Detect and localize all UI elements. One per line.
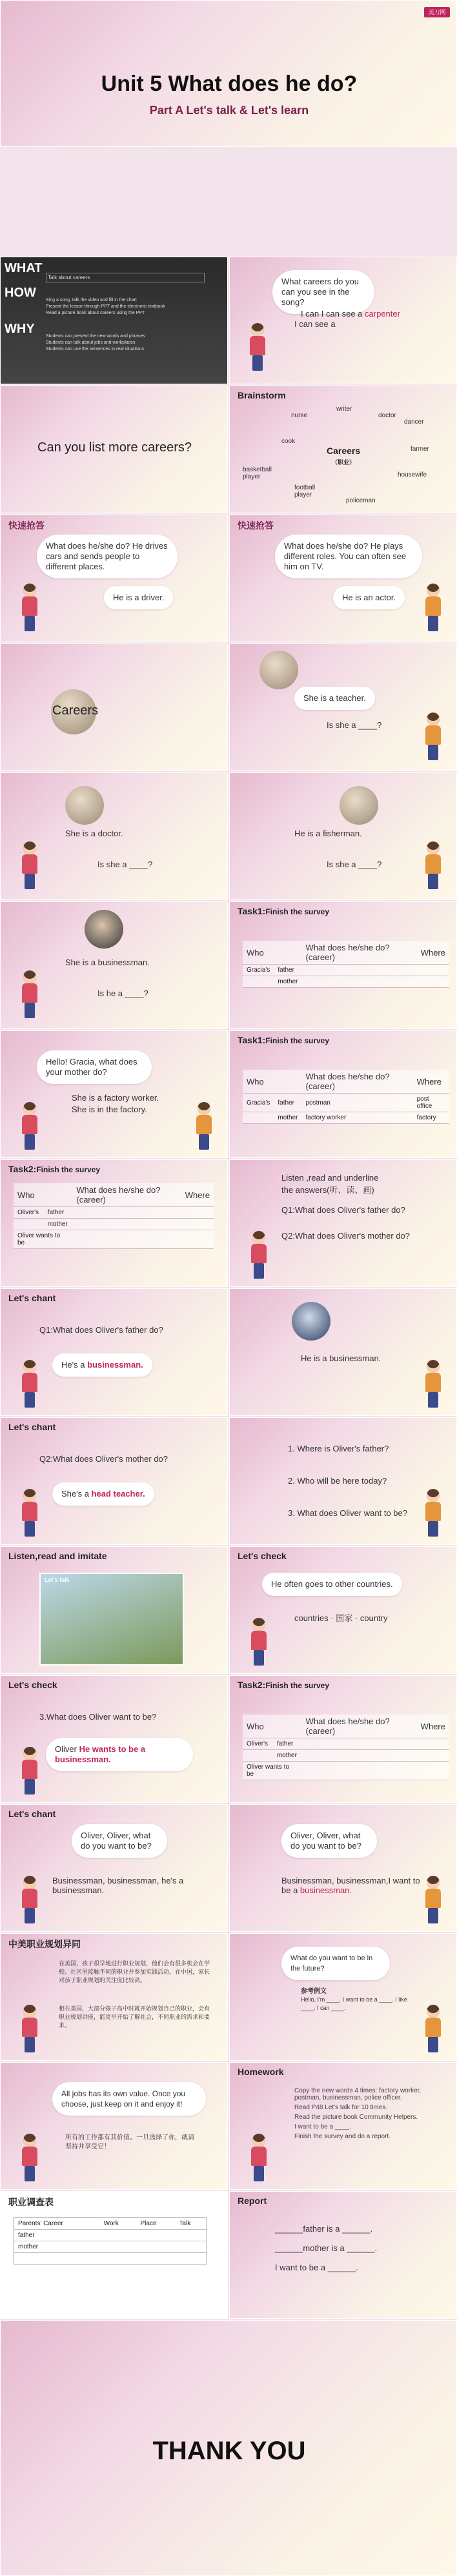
businessman-photo-slide bbox=[229, 1288, 457, 1416]
girl-illustration bbox=[248, 323, 267, 372]
task-title: Task1:Finish the survey bbox=[238, 1035, 330, 1045]
task1-slide bbox=[229, 901, 457, 1029]
value-en: All jobs has its own value. Once you choose, just keep on it and enjoy it! bbox=[52, 2082, 206, 2116]
chant-slide-1 bbox=[0, 1288, 228, 1416]
song-question-bubble: What careers do you can you see in the song? bbox=[272, 270, 374, 314]
teacher-photo bbox=[259, 651, 298, 689]
check-title: Let's check bbox=[238, 1551, 287, 1561]
survey-table: Who What does he/she do? (career) Where Gracia's father postman post office mother factory worker factory bbox=[243, 1070, 449, 1124]
what-label: WHAT bbox=[5, 261, 43, 275]
homework-item: Read the picture book Community Helpers. bbox=[294, 2114, 418, 2121]
boy-illustration bbox=[194, 1102, 214, 1151]
report-title: Report bbox=[238, 2196, 267, 2206]
report-line-2: ______mother is a ______. bbox=[275, 2243, 378, 2253]
survey-table: Who What does he/she do? (career) Where Oliver's father mother Oliver wants to be bbox=[243, 1715, 449, 1780]
thank-you-text: THANK YOU bbox=[152, 2437, 306, 2465]
answer-bubble: He is a driver. bbox=[104, 586, 173, 609]
value-slide bbox=[0, 2062, 228, 2190]
answer-text: She is a doctor. bbox=[65, 829, 123, 838]
businessman-slide bbox=[0, 901, 228, 1029]
question-text: Is he a ____? bbox=[97, 988, 148, 998]
questions-slide bbox=[229, 1417, 457, 1545]
why-line: Students can use the sentences in real situations bbox=[46, 347, 145, 351]
chant-question: Q2:What does Oliver's mother do? bbox=[39, 1454, 168, 1464]
homework-item: I want to be a ____. bbox=[294, 2123, 351, 2130]
future-slide bbox=[229, 1933, 457, 2061]
task2-slide bbox=[0, 1159, 228, 1287]
career-housewife: housewife bbox=[398, 471, 427, 478]
question-text: Is she a ____? bbox=[97, 860, 153, 869]
career-farmer: farmer bbox=[411, 446, 429, 453]
fast-title: 快速抢答 bbox=[8, 520, 45, 531]
homework-item: Read P48 Let's talk for 10 times. bbox=[294, 2104, 388, 2111]
culture-paragraph-1: 在美国，孩子很早地进行职业规划，他们会有很多机会在学校、社区里接触不同的职业并参加实践活动，在中国，家长对孩子职业规划的关注度比较高。 bbox=[59, 1960, 210, 1983]
check-sentence: He often goes to other countries. bbox=[262, 1573, 402, 1596]
businessman-photo bbox=[292, 1302, 330, 1341]
question-text: Is she a ____? bbox=[327, 860, 382, 869]
answer-bubble: She is a teacher. bbox=[294, 687, 375, 710]
girl-illustration bbox=[20, 1102, 39, 1151]
girl-illustration bbox=[20, 1360, 39, 1409]
girl-illustration bbox=[20, 970, 39, 1019]
homework-slide bbox=[229, 2062, 457, 2190]
survey-form-slide bbox=[0, 2191, 228, 2319]
song-slide bbox=[229, 257, 457, 384]
girl-illustration bbox=[20, 1876, 39, 1925]
answer-line-1: She is a factory worker. bbox=[72, 1093, 159, 1103]
check-slide-1 bbox=[229, 1546, 457, 1674]
report-slide bbox=[229, 2191, 457, 2319]
check-word-note: countries · 国家 · country bbox=[294, 1613, 388, 1623]
cover-title: Unit 5 What does he do? bbox=[101, 72, 358, 96]
doctor-slide bbox=[0, 772, 228, 900]
careers-label: Careers bbox=[52, 703, 99, 718]
task-title: Task1:Finish the survey bbox=[238, 906, 330, 916]
song-answer-1: I can I can see a carpenter bbox=[301, 309, 400, 319]
cover-slide bbox=[0, 0, 457, 147]
career-basketball: basketball player bbox=[243, 466, 272, 480]
question-2: 2. Who will be here today? bbox=[288, 1476, 387, 1486]
cover-subtitle: Part A Let's talk & Let's learn bbox=[149, 104, 309, 117]
chant-slide-3 bbox=[0, 1804, 228, 1932]
why-line: Students can talk about jobs and workplaces bbox=[46, 340, 136, 345]
chant-slide-2 bbox=[0, 1417, 228, 1545]
question-text: Is she a ____? bbox=[327, 720, 382, 730]
teacher-slide bbox=[229, 644, 457, 771]
fast-answer-slide-1 bbox=[0, 515, 228, 642]
survey-table: Who What does he/she do? (career) Where Oliver's father mother Oliver wants to be bbox=[14, 1183, 214, 1249]
how-line: Sing a song, talk the video and fill in the chart bbox=[46, 298, 137, 302]
survey-table: Who What does he/she do? (career) Where Gracia's father mother bbox=[243, 941, 449, 988]
check-slide-2 bbox=[0, 1675, 228, 1803]
career-policeman: policeman bbox=[346, 497, 376, 504]
question-2: Q2:What does Oliver's mother do? bbox=[281, 1231, 411, 1241]
chant-answer: Businessman, businessman,I want to be a businessman. bbox=[281, 1876, 420, 1895]
culture-slide bbox=[0, 1933, 228, 2061]
girl-illustration bbox=[249, 1231, 269, 1280]
value-cn: 所有的工作都有其价值。一旦选择了你，就请坚持并享受它！ bbox=[65, 2134, 194, 2150]
career-cook: cook bbox=[281, 438, 296, 445]
boy-illustration bbox=[423, 713, 443, 762]
fast-title: 快速抢答 bbox=[238, 520, 274, 531]
report-line-1: ______father is a ______. bbox=[275, 2224, 373, 2234]
survey-form-title: 职业调查表 bbox=[8, 2197, 54, 2207]
task1-answer-slide bbox=[229, 1030, 457, 1158]
chant-title: Let's chant bbox=[8, 1809, 56, 1819]
brainstorm-center: Careers （职业） bbox=[327, 446, 361, 466]
doctor-photo bbox=[65, 786, 104, 825]
check-title: Let's check bbox=[8, 1680, 57, 1690]
boy-illustration bbox=[423, 2005, 443, 2054]
chant-question: Oliver, Oliver, what do you want to be? bbox=[281, 1824, 377, 1858]
task2-review-slide bbox=[229, 1675, 457, 1803]
businessman-photo bbox=[85, 910, 123, 949]
chant-question: Q1:What does Oliver's father do? bbox=[39, 1325, 163, 1335]
list-question: Can you list more careers? bbox=[37, 440, 192, 455]
task-title: Task2:Finish the survey bbox=[8, 1164, 101, 1174]
culture-paragraph-2: 相在美国，大部分孩子高中时就开始规划自己的职业，会有职业规划讲座，能更早开始了解社会，不同职业的需求和要求。 bbox=[59, 2005, 210, 2029]
career-dancer: dancer bbox=[404, 418, 424, 426]
song-answer-2: I can see a bbox=[294, 319, 336, 329]
girl-illustration bbox=[20, 2005, 39, 2054]
question-1: Q1:What does Oliver's father do? bbox=[281, 1205, 405, 1215]
fisherman-photo bbox=[340, 786, 378, 825]
career-football: football player bbox=[294, 484, 316, 498]
check-answer: Oliver He wants to be a businessman. bbox=[46, 1738, 193, 1771]
girl-illustration bbox=[20, 841, 39, 890]
why-line: Students can present the new words and phrases bbox=[46, 334, 145, 339]
answer-bubble: He is an actor. bbox=[333, 586, 405, 609]
boy-illustration bbox=[423, 1489, 443, 1538]
how-line: Read a picture book about careers using the PPT bbox=[46, 311, 145, 315]
brainstorm-slide bbox=[229, 386, 457, 513]
career-nurse: nurse bbox=[291, 412, 308, 419]
brainstorm-title: Brainstorm bbox=[238, 390, 286, 400]
girl-illustration bbox=[20, 2134, 39, 2183]
survey-form-table: Parents' Career Work Place Talk father mother bbox=[14, 2217, 207, 2265]
instruction-line-2: the answers(听、读、画) bbox=[281, 1185, 374, 1195]
boy-illustration bbox=[423, 1876, 443, 1925]
chant-answer: She's a head teacher. bbox=[52, 1482, 154, 1506]
answer-text: He is a businessman. bbox=[301, 1353, 381, 1363]
brand-logo: 美刀网 bbox=[424, 7, 450, 17]
sample-label: 参考例文 bbox=[301, 1988, 327, 1995]
question-1: 1. Where is Oliver's father? bbox=[288, 1444, 389, 1453]
girl-illustration bbox=[249, 2134, 269, 2183]
question-bubble: Hello! Gracia, what does your mother do? bbox=[37, 1050, 152, 1084]
report-line-3: I want to be a ______. bbox=[275, 2263, 358, 2272]
instruction-line-1: Listen ,read and underline bbox=[281, 1173, 379, 1183]
textbook-page bbox=[39, 1573, 184, 1666]
boy-illustration bbox=[423, 1360, 443, 1409]
answer-text: He is a fisherman. bbox=[294, 829, 362, 838]
listen-underline-slide bbox=[229, 1159, 457, 1287]
question-bubble: What does he/she do? He plays different roles. You can often see him on TV. bbox=[275, 535, 422, 578]
list-careers-slide bbox=[0, 386, 228, 513]
carpenter-word: carpenter bbox=[365, 309, 400, 319]
chant-title: Let's chant bbox=[8, 1293, 56, 1303]
homework-item: Copy the new words 4 times: factory worker, postman, businessman, police officer. bbox=[294, 2087, 421, 2101]
how-line: Present the lesson through PPT and the electronic textbook bbox=[46, 304, 165, 309]
objectives-slide bbox=[0, 257, 228, 384]
answer-text: She is a businessman. bbox=[65, 958, 150, 967]
question-3: 3. What does Oliver want to be? bbox=[288, 1508, 407, 1518]
future-question: What do you want to be in the future? bbox=[281, 1947, 390, 1980]
chant-slide-4 bbox=[229, 1804, 457, 1932]
career-writer: writer bbox=[336, 406, 352, 413]
gracia-slide bbox=[0, 1030, 228, 1158]
how-label: HOW bbox=[5, 286, 36, 300]
homework-title: Homework bbox=[238, 2067, 284, 2077]
boy-illustration bbox=[423, 584, 443, 633]
girl-illustration bbox=[20, 1489, 39, 1538]
what-text: Talk about careers bbox=[46, 273, 205, 282]
why-label: WHY bbox=[5, 322, 35, 336]
question-bubble: What does he/she do? He drives cars and sends people to different places. bbox=[37, 535, 178, 578]
fast-answer-slide-2 bbox=[229, 515, 457, 642]
careers-title-slide bbox=[0, 644, 228, 771]
task-title: Task2:Finish the survey bbox=[238, 1680, 330, 1690]
chant-question: Oliver, Oliver, what do you want to be? bbox=[72, 1824, 167, 1858]
girl-illustration bbox=[249, 1618, 269, 1667]
career-doctor: doctor bbox=[378, 412, 396, 419]
check-question: 3.What does Oliver want to be? bbox=[39, 1712, 157, 1722]
listen-imitate-slide bbox=[0, 1546, 228, 1674]
boy-illustration bbox=[423, 841, 443, 890]
girl-illustration bbox=[20, 584, 39, 633]
chant-answer: Businessman, businessman, he's a businessman. bbox=[52, 1876, 184, 1895]
girl-illustration bbox=[20, 1747, 39, 1796]
book-title: Let's talk bbox=[45, 1577, 70, 1583]
culture-title: 中美职业规划异同 bbox=[8, 1939, 81, 1949]
chant-title: Let's chant bbox=[8, 1422, 56, 1432]
fisherman-slide bbox=[229, 772, 457, 900]
thank-you-slide bbox=[0, 2320, 457, 2576]
chant-answer: He's a businessman. bbox=[52, 1353, 152, 1377]
answer-line-2: She is in the factory. bbox=[72, 1105, 147, 1114]
sample-text: Hello, I'm ____. I want to be a ____. I like ____. I can ____. bbox=[301, 1996, 407, 2011]
homework-item: Finish the survey and do a report. bbox=[294, 2133, 391, 2140]
listen-title: Listen,read and imitate bbox=[8, 1551, 107, 1561]
